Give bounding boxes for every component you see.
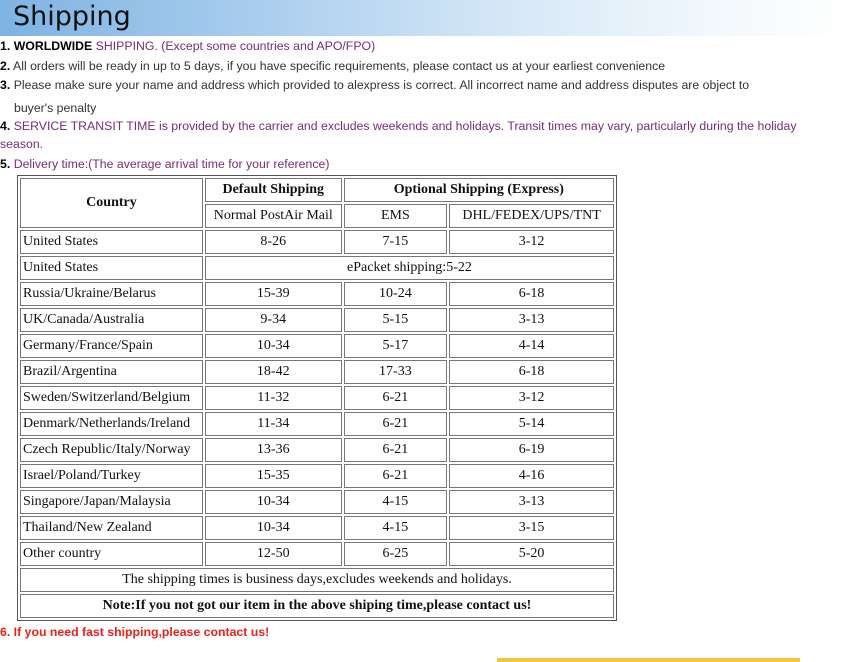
- dhl-cell: 5-20: [449, 542, 614, 566]
- orange-strip: [497, 658, 800, 662]
- country-cell: United States: [20, 230, 203, 254]
- note-2: 2. All orders will be ready in up to 5 days, if you have specific requirements, please contact us at your earliest convenience: [0, 59, 666, 73]
- note-3: 3. Please make sure your name and address which provided to alexpress is correct. All incorrect name and address disputes are object to: [0, 78, 750, 92]
- table-row: [20, 334, 614, 358]
- note-5: 5. Delivery time:(The average arrival time for your reference): [0, 157, 330, 171]
- country-cell: Thailand/New Zealand: [20, 516, 203, 540]
- dhl-cell: 3-13: [449, 490, 614, 514]
- table-row: [20, 412, 614, 436]
- optional-shipping-header: Optional Shipping (Express): [344, 178, 614, 202]
- table-footer-row: [20, 568, 614, 592]
- country-cell: Israel/Poland/Turkey: [20, 464, 203, 488]
- country-cell: Singapore/Japan/Malaysia: [20, 490, 203, 514]
- postair-cell: 10-34: [205, 334, 342, 358]
- shipping-banner: [0, 0, 853, 36]
- postair-cell: 10-34: [205, 490, 342, 514]
- business-days-note: The shipping times is business days,excludes weekends and holidays.: [20, 568, 614, 592]
- table-row-epacket: [20, 256, 614, 280]
- note-4-cont: season.: [0, 137, 44, 151]
- dhl-cell: 6-18: [449, 360, 614, 384]
- note-1: 1. WORLDWIDE SHIPPING. (Except some countries and APO/FPO): [0, 39, 376, 53]
- ems-cell: 10-24: [344, 282, 448, 306]
- dhl-cell: 4-16: [449, 464, 614, 488]
- country-cell: Denmark/Netherlands/Ireland: [20, 412, 203, 436]
- ems-cell: 5-17: [344, 334, 448, 358]
- dhl-cell: 3-13: [449, 308, 614, 332]
- dhl-cell: 3-12: [449, 230, 614, 254]
- country-cell: Germany/France/Spain: [20, 334, 203, 358]
- epacket-cell: ePacket shipping:5-22: [205, 256, 614, 280]
- country-cell: Brazil/Argentina: [20, 360, 203, 384]
- ems-cell: 17-33: [344, 360, 448, 384]
- postair-cell: 15-39: [205, 282, 342, 306]
- table-row: [20, 282, 614, 306]
- country-cell: Russia/Ukraine/Belarus: [20, 282, 203, 306]
- note-3-cont: buyer's penalty: [14, 101, 97, 115]
- ems-cell: 6-21: [344, 412, 448, 436]
- fast-shipping-note: 6. If you need fast shipping,please contact us!: [0, 625, 270, 639]
- default-shipping-header: Default Shipping: [205, 178, 342, 202]
- ems-cell: 5-15: [344, 308, 448, 332]
- table-row: [20, 464, 614, 488]
- postair-cell: 8-26: [205, 230, 342, 254]
- table-row: [20, 490, 614, 514]
- dhl-cell: 6-18: [449, 282, 614, 306]
- country-cell: United States: [20, 256, 203, 280]
- table-row: [20, 438, 614, 462]
- table-header-row: [20, 178, 614, 202]
- postair-cell: 13-36: [205, 438, 342, 462]
- table-footer-row: [20, 594, 614, 618]
- table-row: [20, 542, 614, 566]
- page-title: Shipping: [13, 1, 131, 32]
- contact-note: Note:If you not got our item in the above shiping time,please contact us!: [20, 594, 614, 618]
- ems-cell: 4-15: [344, 516, 448, 540]
- ems-header: EMS: [344, 204, 448, 228]
- country-cell: UK/Canada/Australia: [20, 308, 203, 332]
- country-cell: Other country: [20, 542, 203, 566]
- table-row: [20, 360, 614, 384]
- ems-cell: 7-15: [344, 230, 448, 254]
- ems-cell: 6-21: [344, 438, 448, 462]
- table-row: [20, 516, 614, 540]
- ems-cell: 4-15: [344, 490, 448, 514]
- postair-cell: 15-35: [205, 464, 342, 488]
- shipping-times-table: [17, 175, 617, 621]
- dhl-cell: 3-15: [449, 516, 614, 540]
- postair-cell: 10-34: [205, 516, 342, 540]
- country-cell: Sweden/Switzerland/Belgium: [20, 386, 203, 410]
- postair-cell: 9-34: [205, 308, 342, 332]
- table-row: [20, 386, 614, 410]
- country-cell: Czech Republic/Italy/Norway: [20, 438, 203, 462]
- ems-cell: 6-21: [344, 386, 448, 410]
- table-row: [20, 230, 614, 254]
- postair-mail-header: Normal PostAir Mail: [205, 204, 342, 228]
- dhl-fedex-header: DHL/FEDEX/UPS/TNT: [449, 204, 614, 228]
- postair-cell: 18-42: [205, 360, 342, 384]
- dhl-cell: 5-14: [449, 412, 614, 436]
- ems-cell: 6-25: [344, 542, 448, 566]
- dhl-cell: 3-12: [449, 386, 614, 410]
- postair-cell: 11-34: [205, 412, 342, 436]
- country-header: Country: [20, 178, 203, 228]
- ems-cell: 6-21: [344, 464, 448, 488]
- table-row: [20, 308, 614, 332]
- note-4: 4. SERVICE TRANSIT TIME is provided by the carrier and excludes weekends and holidays. Transit times may vary, particularly during the holiday: [0, 119, 797, 133]
- postair-cell: 11-32: [205, 386, 342, 410]
- dhl-cell: 6-19: [449, 438, 614, 462]
- dhl-cell: 4-14: [449, 334, 614, 358]
- postair-cell: 12-50: [205, 542, 342, 566]
